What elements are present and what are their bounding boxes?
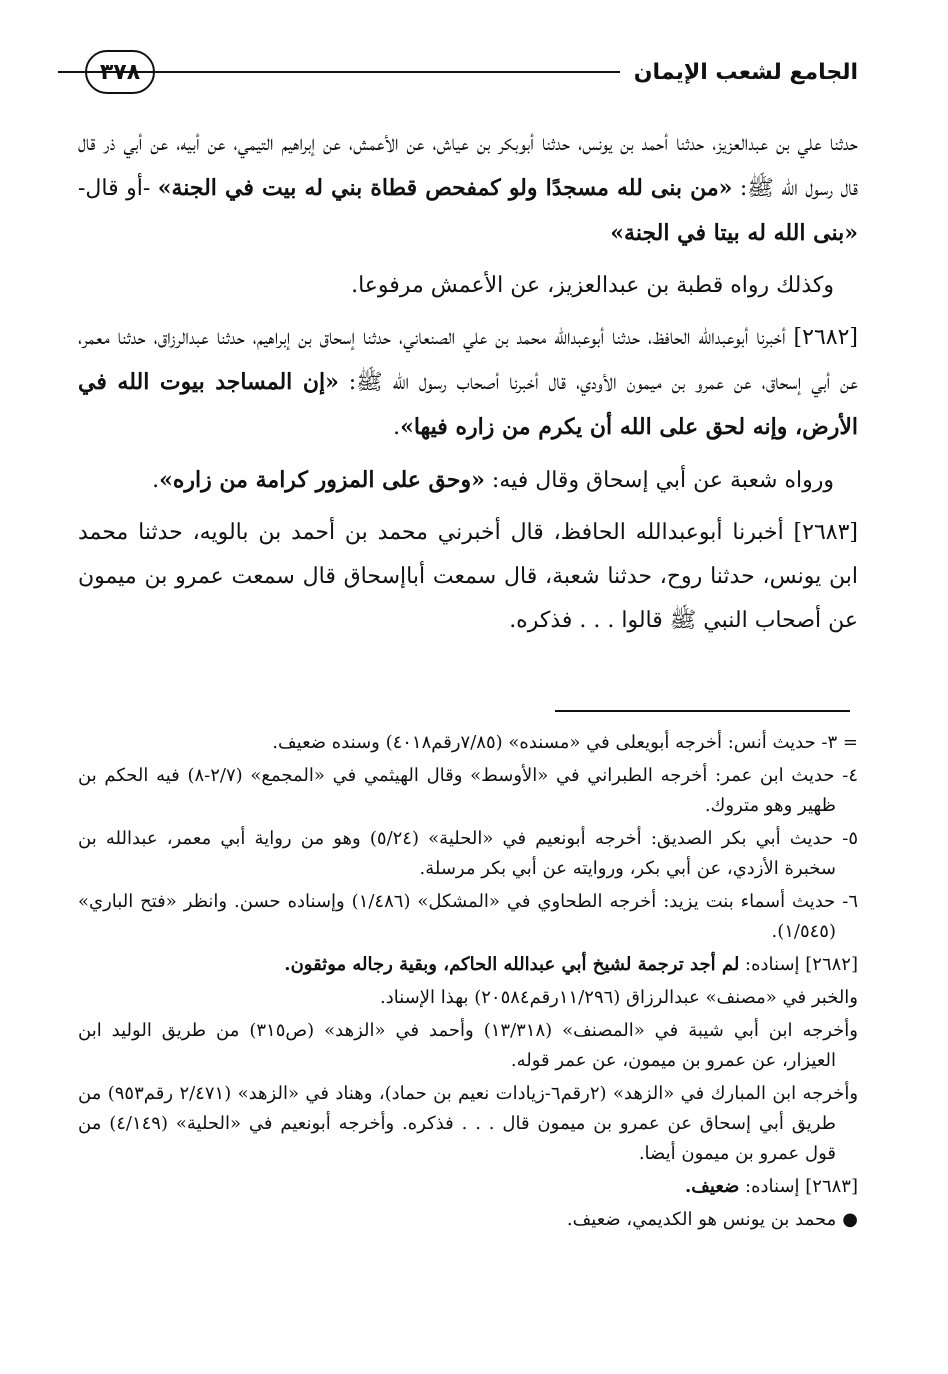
footnote-6: والخبر في «مصنف» عبدالرزاق (١١/٢٩٦رقم٢٠٥٨٤) بهذا الإسناد.	[380, 987, 858, 1008]
footnote-3: ٥- حديث أبي بكر الصديق: أخرجه أبونعيم في «الحلية» (٥/٢٤) وهو من رواية أبي معمر، عبدالله بن سخبرة الأزدي، عن أبي بكر، وروايته عن أبي بكر مرسلة.	[78, 828, 858, 879]
footnote-2: ٤- حديث ابن عمر: أخرجه الطبراني في «الأوسط» وقال الهيثمي في «المجمع» (٢/٧-٨) فيه الحكم بن ظهير وهو متروك.	[78, 765, 858, 816]
footnote-8: وأخرجه ابن المبارك في «الزهد» (٢رقم٦-زيادات نعيم بن حماد)، وهناد في «الزهد» (٢/٤٧١ رقم٩٥٣) من طريق أبي إسحاق عن عمرو بن ميمون قال . . . فذكره. وأخرجه أبونعيم في «الحلية» (٤/١٤٩) من قول عمرو بن ميمون أيضا.	[78, 1083, 859, 1164]
page-number: ٣٧٨	[85, 50, 155, 94]
footnote-4: ٦- حديث أسماء بنت يزيد: أخرجه الطحاوي في «المشكل» (١/٤٨٦) وإسناده حسن. وانظر «فتح الباري» (١/٥٤٥).	[78, 891, 858, 942]
paragraph-hadith-2683: [٢٦٨٣] أخبرنا أبوعبدالله الحافظ، قال أخبرني محمد بن أحمد بن بالويه، حدثنا محمد ابن يونس، حدثنا روح، حدثنا شعبة، قال سمعت أباإسحاق قال سمعت عمرو بن ميمون عن أصحاب النبي ﷺ قالوا . . . فذكره.	[78, 520, 858, 633]
footnotes	[78, 728, 858, 1238]
hadith-text-alt: «بنى الله له بيتا في الجنة»	[610, 220, 858, 246]
paragraph-2: وكذلك رواه قطبة بن عبدالعزيز، عن الأعمش مرفوعا.	[351, 273, 834, 298]
paragraph-hadith-2682: [٢٦٨٢] أخبرنا أبوعبدالله الحافظ، حدثنا أبوعبدالله محمد بن علي الصنعاني، حدثنا إسحاق بن إبراهيم، حدثنا عبدالرزاق، حدثنا معمر، عن أبي إسحاق، عن عمرو بن ميمون الأودي، قال أخبرنا أصحاب رسول الله ﷺ: «إن المساجد بيوت الله في الأرض، وإنه لحق على الله أن يكرم من زاره فيها».	[78, 325, 858, 440]
footnote-2683: [٢٦٨٣] إسناده: ضعيف.	[685, 1176, 858, 1197]
hadith-text: «من بنى لله مسجدًا ولو كمفحص قطاة بني له بيت في الجنة»	[157, 175, 733, 201]
bullet-icon: ●	[842, 1209, 858, 1230]
hadith-text: «وحق على المزور كرامة من زاره»	[159, 467, 485, 493]
page-header	[50, 42, 858, 102]
book-title: الجامع لشعب الإيمان	[633, 59, 858, 85]
footnote-7: وأخرجه ابن أبي شيبة في «المصنف» (١٣/٣١٨) وأحمد في «الزهد» (ص٣١٥) من طريق الوليد ابن العيزار، عن عمرو بن ميمون، عن عمر قوله.	[78, 1020, 859, 1071]
hadith-text: «إن المساجد بيوت الله في الأرض، وإنه لحق على الله أن يكرم من زاره فيها»	[78, 369, 858, 440]
footnote-separator	[555, 710, 850, 712]
footnote-10: ●محمد بن يونس هو الكديمي، ضعيف.	[566, 1209, 858, 1230]
paragraph-4: ورواه شعبة عن أبي إسحاق وقال فيه: «وحق على المزور كرامة من زاره».	[152, 467, 834, 493]
footnote-2682: [٢٦٨٢] إسناده: لم أجد ترجمة لشيخ أبي عبدالله الحاكم، وبقية رجاله موثقون.	[284, 954, 858, 975]
main-text	[78, 122, 858, 651]
footnote-1: = ٣- حديث أنس: أخرجه أبويعلى في «مسنده» (٧/٨٥رقم٤٠١٨) وسنده ضعيف.	[272, 732, 858, 753]
paragraph-1: حدثنا علي بن عبدالعزيز، حدثنا أحمد بن يونس، حدثنا أبوبكر بن عياش، عن الأعمش، عن إبراهيم التيمي، عن أبيه، عن أبي ذر قال قال رسول الله ﷺ: «من بنى لله مسجدًا ولو كمفحص قطاة بني له بيت في الجنة» -أو قال- «بنى الله له بيتا في الجنة»	[78, 131, 859, 246]
